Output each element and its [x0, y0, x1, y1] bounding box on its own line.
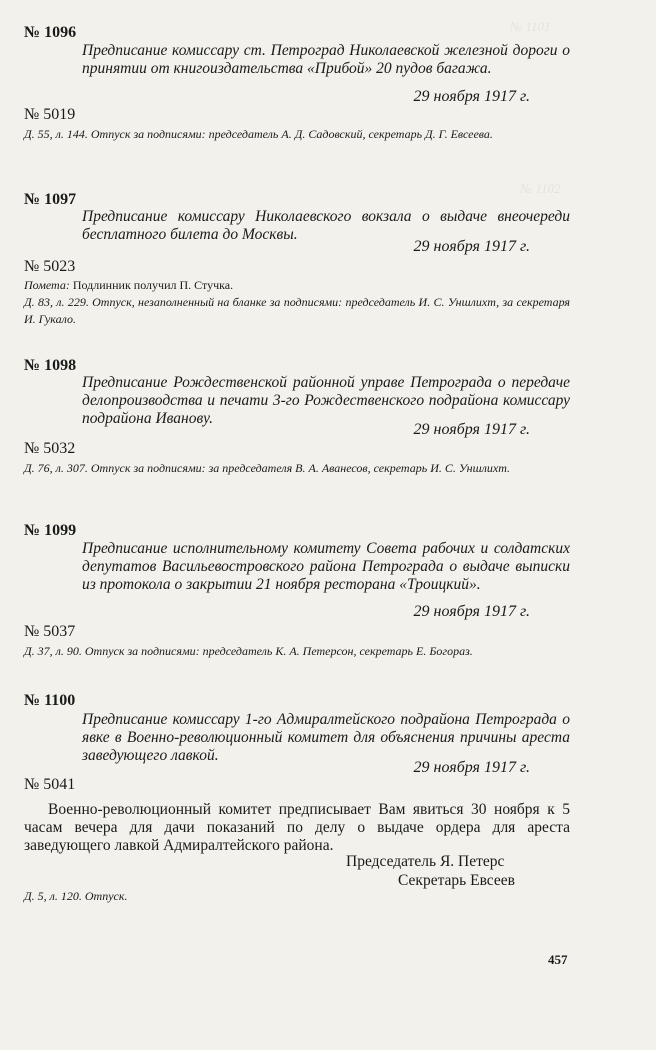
document-number: № 1098	[24, 357, 77, 374]
document-body: Военно-революционный комитет предписывает Вам явиться 30 ноября к 5 часам вечера для дачи показаний по делу о выдаче ордера для ареста заведующего лавкой Адмиралтейского района.	[24, 801, 570, 854]
document-description: Предписание исполнительному комитету Совета рабочих и солдатских депутатов Васильевостровского района Петрограда о выдаче выписки из протокола о закрытии 21 ноября ресторана «Троицкий».	[82, 540, 570, 593]
archive-number: № 5019	[24, 106, 76, 123]
document-date: 29 ноября 1917 г.	[413, 759, 530, 776]
signature-chairman: Председатель Я. Петерс	[346, 853, 505, 870]
document-date: 29 ноября 1917 г.	[413, 421, 530, 438]
document-date: 29 ноября 1917 г.	[413, 88, 530, 105]
archive-note: Д. 76, л. 307. Отпуск за подписями: за председателя В. А. Аванесов, секретарь И. С. Уншлихт.	[24, 461, 511, 475]
document-number: № 1100	[24, 692, 76, 709]
archive-number: № 5041	[24, 776, 76, 793]
archive-mark	[24, 277, 570, 294]
page-number: 457	[548, 952, 568, 967]
document-number: № 1096	[24, 24, 77, 41]
archive-note: Д. 83, л. 229. Отпуск, незаполненный на бланке за подписями: председатель И. С. Уншлихт, за секретаря И. Гукало.	[24, 295, 570, 326]
archive-number: № 5023	[24, 258, 76, 275]
document-date: 29 ноября 1917 г.	[413, 603, 530, 620]
archive-note: Д. 55, л. 144. Отпуск за подписями: председатель А. Д. Садовский, секретарь Д. Г. Евсеева.	[24, 127, 493, 141]
archive-number: № 5032	[24, 440, 76, 457]
show-through: № 1101	[510, 19, 551, 34]
signature-secretary: Секретарь Евсеев	[398, 872, 515, 889]
mark-text: Подлинник получил П. Стучка.	[69, 278, 234, 292]
document-description: Предписание Рождественской районной управе Петрограда о передаче делопроизводства и печати 3-го Рождественского подрайона комиссару подрайона Иванову.	[82, 374, 570, 427]
archive-number: № 5037	[24, 623, 76, 640]
show-through: № 1102	[520, 181, 561, 196]
archive-note: Д. 37, л. 90. Отпуск за подписями: председатель К. А. Петерсон, секретарь Е. Богораз.	[24, 644, 473, 658]
document-date: 29 ноября 1917 г.	[413, 238, 530, 255]
archive-note: Д. 5, л. 120. Отпуск.	[24, 889, 128, 903]
document-number: № 1097	[24, 191, 77, 208]
mark-label: Помета:	[24, 278, 70, 292]
document-description: Предписание комиссару Николаевского вокзала о выдаче внеочереди бесплатного билета до Москвы.	[82, 208, 570, 243]
document-description: Предписание комиссару 1-го Адмиралтейского подрайона Петрограда о явке в Военно-революционный комитет для объяснения причины ареста заведующего лавкой.	[82, 711, 570, 764]
document-description: Предписание комиссару ст. Петроград Николаевской железной дороги о принятии от книгоиздательства «Прибой» 20 пудов багажа.	[82, 42, 570, 77]
document-number: № 1099	[24, 522, 77, 539]
